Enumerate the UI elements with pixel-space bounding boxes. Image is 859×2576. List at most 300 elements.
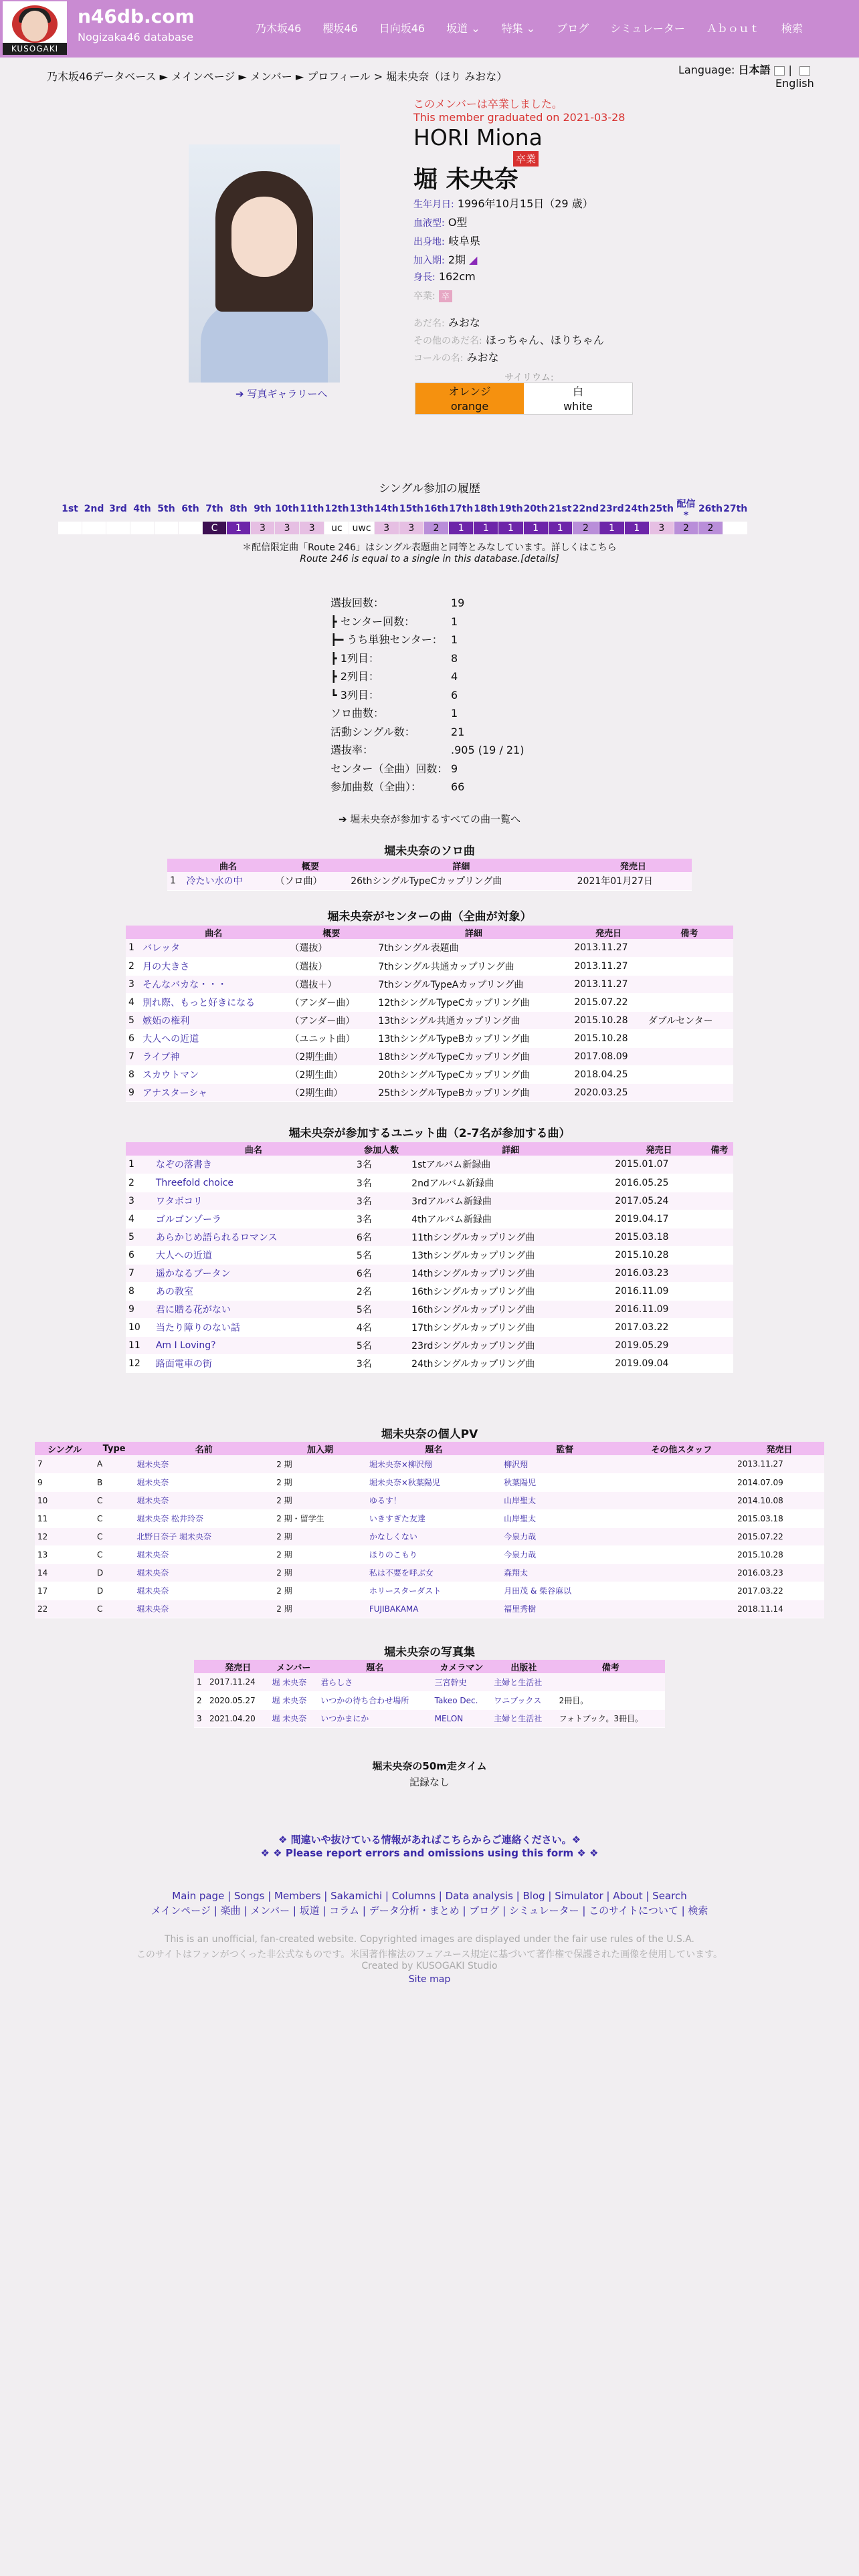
stat-row [330, 741, 524, 760]
info-key: その他のあだ名: [413, 336, 482, 346]
table-cell: 2 [126, 1174, 153, 1192]
table-cell [628, 1491, 735, 1509]
stat-value: 66 [451, 780, 465, 793]
table-cell[interactable]: 月の大きさ [140, 957, 287, 975]
single-header[interactable]: 27th [723, 497, 748, 522]
single-header[interactable]: 14th [374, 497, 399, 522]
singles-history-title: シングル参加の履歴 [379, 482, 480, 496]
table-cell[interactable]: 大人への近道 [140, 1029, 287, 1047]
grad-notice-jp: このメンバーは卒業しました。 [413, 98, 563, 110]
single-header[interactable]: 21st [548, 497, 572, 522]
single-header[interactable]: 13th [349, 497, 374, 522]
nav-sakurazaka[interactable]: 櫻坂46 [322, 22, 358, 35]
single-header[interactable]: 2nd [82, 497, 106, 522]
table-cell [628, 1455, 735, 1473]
disclaimer-en: This is an unofficial, fan-created website. Copyrighted images are displayed under the fair use rules of the U.S.A. [165, 1934, 694, 1945]
singles-history-table [58, 496, 748, 535]
table-cell: 2014.10.08 [735, 1491, 824, 1509]
single-header[interactable]: 19th [498, 497, 523, 522]
site-title[interactable]: n46db.com [78, 5, 195, 27]
table-header-row [126, 926, 733, 939]
table-cell: 2019.04.17 [612, 1210, 706, 1228]
table-cell[interactable]: Takeo Dec. [432, 1691, 492, 1709]
unit-songs-table [126, 1142, 733, 1373]
table-cell[interactable]: ライブ神 [140, 1047, 287, 1065]
table-cell[interactable]: 堀 未央奈 [269, 1709, 318, 1727]
table-cell: 6 [126, 1246, 153, 1264]
table-cell[interactable]: 私は不要を呼ぶ女 [367, 1564, 501, 1582]
table-cell: 12 [126, 1354, 153, 1372]
table-cell: 2019.09.04 [612, 1354, 706, 1372]
table-cell: 1stアルバム新録曲 [409, 1156, 612, 1174]
route246-note-en[interactable]: Route 246 is equal to a single in this database.[details] [300, 554, 559, 564]
nav-about[interactable]: Ａｂｏｕｔ [706, 22, 760, 35]
table-cell[interactable]: 秋葉陽児 [501, 1473, 628, 1491]
table-cell[interactable]: いつかまにか [318, 1709, 432, 1727]
table-header: シングル [35, 1442, 94, 1455]
table-cell: D [94, 1564, 134, 1582]
table-cell: C [94, 1509, 134, 1527]
table-cell[interactable]: 堀未央奈 松井玲奈 [134, 1509, 274, 1527]
info-value: ほっちゃん、ほりちゃん [485, 334, 604, 346]
table-header: 備考 [706, 1142, 733, 1156]
single-cell [58, 522, 82, 535]
table-cell: 13thシングルTypeBカップリング曲 [375, 1029, 571, 1047]
single-cell: 3 [399, 522, 423, 535]
table-header [126, 926, 140, 939]
table-cell: 5名 [354, 1246, 409, 1264]
table-cell [706, 1264, 733, 1282]
table-row [126, 1192, 733, 1210]
table-cell[interactable]: あらかじめ語られるロマンス [153, 1228, 354, 1246]
single-header[interactable]: 17th [449, 497, 474, 522]
stat-row [330, 613, 524, 631]
table-cell: C [94, 1545, 134, 1564]
table-row [126, 1318, 733, 1336]
table-cell[interactable]: あの教室 [153, 1282, 354, 1300]
single-cell [130, 522, 155, 535]
single-cell: C [203, 522, 227, 535]
table-cell [706, 1228, 733, 1246]
table-cell[interactable]: 堀未央奈 [134, 1582, 274, 1600]
table-row [126, 1282, 733, 1300]
nav-simulator[interactable]: シミュレーター [610, 22, 685, 35]
table-cell: 2020.03.25 [571, 1083, 645, 1101]
table-row [126, 975, 733, 993]
table-cell[interactable]: ワタボコリ [153, 1192, 354, 1210]
site-subtitle: Nogizaka46 database [78, 31, 193, 43]
single-header[interactable]: 4th [130, 497, 155, 522]
penlight-white [524, 383, 632, 414]
single-header[interactable]: 26th [698, 497, 723, 522]
single-cell: 2 [423, 522, 448, 535]
photobook-table [194, 1660, 665, 1728]
breadcrumb[interactable]: 乃木坂46データベース ► メインページ ► メンバー ► プロフィール > 堀未央奈（ほり みおな） [47, 70, 508, 83]
table-row [126, 1300, 733, 1318]
stat-value: 1 [451, 633, 458, 646]
language-current[interactable]: 日本語 [738, 64, 771, 76]
site-logo[interactable] [3, 1, 67, 55]
table-row [126, 1336, 733, 1354]
table-row [194, 1673, 665, 1691]
stat-value: 8 [451, 651, 458, 665]
table-cell: 7thシングル共通カップリング曲 [375, 957, 571, 975]
single-cell: 2 [572, 522, 599, 535]
table-cell[interactable]: 路面電車の街 [153, 1354, 354, 1372]
table-cell[interactable]: Threefold choice [153, 1174, 354, 1192]
table-cell[interactable]: 大人への近道 [153, 1246, 354, 1264]
info-key: コールの名: [413, 353, 464, 364]
table-cell[interactable]: 君らしさ [318, 1673, 432, 1691]
table-cell [706, 1354, 733, 1372]
table-cell[interactable]: 遥かなるブータン [153, 1264, 354, 1282]
table-row [126, 1174, 733, 1192]
table-cell[interactable]: ほりのこもり [367, 1545, 501, 1564]
table-cell: 4 [126, 1210, 153, 1228]
nav-blog[interactable]: ブログ [557, 22, 589, 35]
footer-links-jp[interactable]: メインページ | 楽曲 | メンバー | 坂道 | コラム | データ分析・まとめ | ブログ | シミュレーター | このサイトについて | 検索 [151, 1905, 708, 1917]
table-cell: 2017.08.09 [571, 1047, 645, 1065]
table-cell: 6名 [354, 1264, 409, 1282]
uk-flag-icon[interactable] [799, 66, 810, 76]
route246-note[interactable]: ＊配信限定曲「Route 246」はシングル表題曲と同等とみなしています。詳しくはこちら [242, 542, 617, 553]
table-cell[interactable]: かなしくない [367, 1527, 501, 1545]
table-cell [706, 1282, 733, 1300]
pv-title: 堀未央奈の個人PV [381, 1428, 478, 1441]
table-cell[interactable]: いきすぎた友達 [367, 1509, 501, 1527]
table-cell: 7 [126, 1264, 153, 1282]
table-cell[interactable]: 君に贈る花がない [153, 1300, 354, 1318]
table-header-row [126, 1142, 733, 1156]
table-cell: 11 [35, 1509, 94, 1527]
table-cell[interactable]: 柳沢翔 [501, 1455, 628, 1473]
table-cell: 22 [35, 1600, 94, 1618]
table-cell[interactable]: 三宮幹史 [432, 1673, 492, 1691]
table-cell: 6名 [354, 1228, 409, 1246]
table-row [126, 1011, 733, 1029]
sitemap-link[interactable]: Site map [408, 1974, 451, 1985]
penlight-label: サイリウム: [504, 372, 554, 383]
stat-label: ┗ 3列目： [330, 688, 379, 702]
table-cell[interactable]: 山岸聖太 [501, 1491, 628, 1509]
stat-row [330, 631, 524, 649]
single-header[interactable]: 10th [275, 497, 300, 522]
table-cell: 2015.10.28 [735, 1545, 824, 1564]
selection-stats [330, 594, 524, 796]
generation-icon: ◢ [469, 253, 478, 266]
table-cell: 5名 [354, 1300, 409, 1318]
table-header: Type [94, 1442, 134, 1455]
stat-value: 9 [451, 762, 458, 775]
table-cell: 2013.11.27 [571, 939, 645, 957]
table-cell: 7thシングル表題曲 [375, 939, 571, 957]
table-cell: 2 期 [274, 1455, 367, 1473]
single-header[interactable]: 25th [649, 497, 674, 522]
single-header[interactable]: 15th [399, 497, 423, 522]
table-cell: 6 [126, 1029, 140, 1047]
table-cell[interactable]: 堀未央奈 [134, 1545, 274, 1564]
table-row [126, 1354, 733, 1372]
table-cell[interactable]: 冷たい水の中 [183, 872, 272, 890]
table-cell [628, 1527, 735, 1545]
table-cell: 3名 [354, 1210, 409, 1228]
table-header: 備考 [646, 926, 733, 939]
table-cell: 13 [35, 1545, 94, 1564]
table-cell[interactable]: 当たり障りのない話 [153, 1318, 354, 1336]
table-cell[interactable]: 嫉妬の権利 [140, 1011, 287, 1029]
single-header[interactable]: 20th [523, 497, 548, 522]
table-cell[interactable]: 今泉力哉 [501, 1545, 628, 1564]
stat-label: 選抜回数： [330, 597, 385, 609]
table-cell[interactable]: バレッタ [140, 939, 287, 957]
table-cell[interactable]: 山岸聖太 [501, 1509, 628, 1527]
table-row [194, 1709, 665, 1727]
language-english[interactable]: English [775, 77, 814, 90]
table-cell[interactable]: 森翔太 [501, 1564, 628, 1582]
table-cell: 2015.07.22 [735, 1527, 824, 1545]
single-header[interactable]: 8th [227, 497, 251, 522]
table-header-row [194, 1660, 665, 1673]
single-header[interactable]: 6th [179, 497, 203, 522]
table-cell[interactable]: FUJIBAKAMA [367, 1600, 501, 1618]
single-cell: 3 [251, 522, 275, 535]
table-cell[interactable]: 堀未央奈×柳沢翔 [367, 1455, 501, 1473]
table-cell: 2 期 [274, 1473, 367, 1491]
nav-nogizaka[interactable]: 乃木坂46 [256, 22, 302, 35]
table-cell [646, 975, 733, 993]
table-header: その他スタッフ [628, 1442, 735, 1455]
table-cell: 8 [126, 1282, 153, 1300]
stat-value: 1 [451, 707, 458, 720]
stat-row [330, 704, 524, 723]
table-cell: 2 期 [274, 1564, 367, 1582]
table-cell: （ユニット曲） [287, 1029, 375, 1047]
single-header[interactable]: 配信* [674, 497, 698, 522]
table-cell[interactable]: ワニブックス [491, 1691, 556, 1709]
table-header: 出版社 [491, 1660, 556, 1673]
table-cell [628, 1600, 735, 1618]
table-cell[interactable]: 堀未央奈 [134, 1473, 274, 1491]
penlight-colors [415, 383, 633, 415]
single-header[interactable]: 9th [251, 497, 275, 522]
single-header[interactable]: 12th [324, 497, 349, 522]
table-cell: 2 期 [274, 1582, 367, 1600]
language-switcher: Language: 日本語 | English [678, 64, 814, 90]
table-row [194, 1691, 665, 1709]
table-cell: 9 [126, 1300, 153, 1318]
table-cell: 9 [126, 1083, 140, 1101]
table-cell: 24thシングルカップリング曲 [409, 1354, 612, 1372]
nav-feature[interactable]: 特集 ⌄ [501, 22, 536, 35]
table-cell: 2013.11.27 [735, 1455, 824, 1473]
table-cell: 3名 [354, 1174, 409, 1192]
table-cell[interactable]: スカウトマン [140, 1065, 287, 1083]
nav-search[interactable]: 検索 [781, 22, 803, 35]
info-key: あだ名: [413, 318, 445, 329]
table-row [126, 1210, 733, 1228]
table-cell[interactable]: 別れ際、もっと好きになる [140, 993, 287, 1011]
table-cell: 13thシングルカップリング曲 [409, 1246, 612, 1264]
table-cell[interactable]: 堀 未央奈 [269, 1673, 318, 1691]
penlight-orange [415, 383, 524, 414]
table-cell: 14 [35, 1564, 94, 1582]
table-cell[interactable]: 主婦と生活社 [491, 1709, 556, 1727]
footer-links-en[interactable]: Main page | Songs | Members | Sakamichi | Columns | Data analysis | Blog | Simulator | About | Search [172, 1890, 687, 1902]
single-cell: 2 [674, 522, 698, 535]
table-cell: 2 [126, 957, 140, 975]
table-cell: （選抜） [287, 957, 375, 975]
table-header: 名前 [134, 1442, 274, 1455]
table-cell: 2015.10.28 [612, 1246, 706, 1264]
member-photo[interactable] [189, 144, 340, 383]
stat-row [330, 760, 524, 778]
single-header[interactable]: 23rd [599, 497, 624, 522]
single-header[interactable]: 16th [423, 497, 448, 522]
single-header[interactable]: 11th [300, 497, 324, 522]
run-title: 堀未央奈の50m走タイム [372, 1760, 487, 1772]
report-link-en[interactable]: ❖ ❖ Please report errors and omissions using this form ❖ ❖ [260, 1847, 599, 1859]
single-header[interactable]: 24th [624, 497, 649, 522]
table-cell[interactable]: Am I Loving? [153, 1336, 354, 1354]
table-cell[interactable]: ゴルゴンゾーラ [153, 1210, 354, 1228]
table-cell [628, 1582, 735, 1600]
table-header: 概要 [287, 926, 375, 939]
table-cell: 2 期 [274, 1491, 367, 1509]
info-value: O型 [448, 216, 468, 229]
jp-flag-icon[interactable] [774, 66, 785, 76]
penlight-en: orange [450, 400, 489, 413]
table-cell: 1 [167, 872, 183, 890]
table-row [126, 993, 733, 1011]
table-cell[interactable]: ゆるす！ [367, 1491, 501, 1509]
table-cell: 2ndアルバム新録曲 [409, 1174, 612, 1192]
table-row [35, 1473, 824, 1491]
single-cell [723, 522, 748, 535]
info-graduated [413, 289, 452, 302]
table-header: 題名 [367, 1442, 501, 1455]
table-cell: C [94, 1600, 134, 1618]
single-cell: 1 [599, 522, 624, 535]
table-row [126, 1246, 733, 1264]
single-cell: 1 [498, 522, 523, 535]
table-cell: 2 期・留学生 [274, 1509, 367, 1527]
stat-row [330, 723, 524, 742]
table-cell: ダブルセンター [646, 1011, 733, 1029]
table-cell: （2期生曲） [287, 1047, 375, 1065]
table-cell: 7 [126, 1047, 140, 1065]
report-link-jp[interactable]: ❖ 間違いや抜けている情報があればこちらからご連絡ください。❖ [278, 1834, 581, 1846]
table-cell: 2017.05.24 [612, 1192, 706, 1210]
stat-row [330, 667, 524, 686]
single-header[interactable]: 22nd [572, 497, 599, 522]
single-cell: 3 [275, 522, 300, 535]
stat-row [330, 594, 524, 613]
table-cell: 2018.04.25 [571, 1065, 645, 1083]
table-cell [706, 1246, 733, 1264]
solo-title: 堀未央奈のソロ曲 [384, 845, 475, 858]
stat-value: 1 [451, 615, 458, 628]
single-header[interactable]: 3rd [106, 497, 130, 522]
table-cell: 14thシングルカップリング曲 [409, 1264, 612, 1282]
table-cell: 2冊目。 [557, 1691, 665, 1709]
table-cell: 2015.07.22 [571, 993, 645, 1011]
table-cell: 2020.05.27 [207, 1691, 269, 1709]
table-cell[interactable]: なぞの落書き [153, 1156, 354, 1174]
table-header: 発売日 [207, 1660, 269, 1673]
info-key: 身長: [413, 272, 436, 283]
single-header[interactable]: 1st [58, 497, 82, 522]
table-cell: 2016.11.09 [612, 1282, 706, 1300]
single-header[interactable]: 7th [203, 497, 227, 522]
table-cell: 3rdアルバム新録曲 [409, 1192, 612, 1210]
table-cell: 2015.01.07 [612, 1156, 706, 1174]
table-row [126, 957, 733, 975]
table-cell [646, 1083, 733, 1101]
info-height [413, 270, 476, 284]
table-cell[interactable]: 主婦と生活社 [491, 1673, 556, 1691]
single-header[interactable]: 18th [474, 497, 498, 522]
info-birthplace [413, 233, 480, 248]
table-cell [706, 1192, 733, 1210]
table-cell[interactable]: ホリースターダスト [367, 1582, 501, 1600]
table-cell[interactable]: いつかの待ち合わせ場所 [318, 1691, 432, 1709]
info-key: 生年月日: [413, 199, 454, 210]
gallery-link[interactable]: ➔ 写真ギャラリーへ [235, 388, 328, 400]
table-cell[interactable]: 月田茂 & 柴谷麻以 [501, 1582, 628, 1600]
table-cell: 3 [126, 975, 140, 993]
table-cell[interactable]: 堀未央奈×秋葉陽児 [367, 1473, 501, 1491]
table-header: 曲名 [140, 926, 287, 939]
table-header [194, 1660, 207, 1673]
table-cell: 2 期 [274, 1527, 367, 1545]
table-cell[interactable]: そんなバカな・・・ [140, 975, 287, 993]
table-cell[interactable]: アナスターシャ [140, 1083, 287, 1101]
table-cell [706, 1300, 733, 1318]
table-cell[interactable]: 堀未央奈 [134, 1491, 274, 1509]
graduated-badge: 卒業 [513, 151, 539, 167]
center-songs-table [126, 926, 733, 1102]
table-cell [557, 1673, 665, 1691]
stat-label: ソロ曲数： [330, 707, 385, 720]
table-cell[interactable]: 北野日奈子 堀未央奈 [134, 1527, 274, 1545]
table-cell[interactable]: 福里秀樹 [501, 1600, 628, 1618]
all-songs-link[interactable]: ➔ 堀未央奈が参加するすべての曲一覧へ [338, 813, 521, 825]
stat-value: 6 [451, 688, 458, 702]
table-cell [646, 957, 733, 975]
nav-hinatazaka[interactable]: 日向坂46 [379, 22, 425, 35]
table-header: 詳細 [375, 926, 571, 939]
stat-label: ┣━ うち単独センター： [330, 633, 443, 646]
info-value: 162cm [438, 270, 476, 283]
table-cell: 2016.03.23 [612, 1264, 706, 1282]
info-value: 2期 [448, 253, 466, 266]
table-row [35, 1582, 824, 1600]
table-cell[interactable]: 堀未央奈 [134, 1564, 274, 1582]
info-value: みおな [448, 316, 480, 329]
table-cell [628, 1509, 735, 1527]
single-cell: uwc [349, 522, 374, 535]
table-cell[interactable]: MELON [432, 1709, 492, 1727]
table-cell[interactable]: 堀未央奈 [134, 1600, 274, 1618]
table-cell[interactable]: 堀未央奈 [134, 1455, 274, 1473]
nav-sakamichi[interactable]: 坂道 ⌄ [446, 22, 480, 35]
table-cell [706, 1210, 733, 1228]
table-cell: C [94, 1491, 134, 1509]
table-row [35, 1527, 824, 1545]
table-cell[interactable]: 堀 未央奈 [269, 1691, 318, 1709]
table-cell[interactable]: 今泉力哉 [501, 1527, 628, 1545]
single-header[interactable]: 5th [155, 497, 179, 522]
